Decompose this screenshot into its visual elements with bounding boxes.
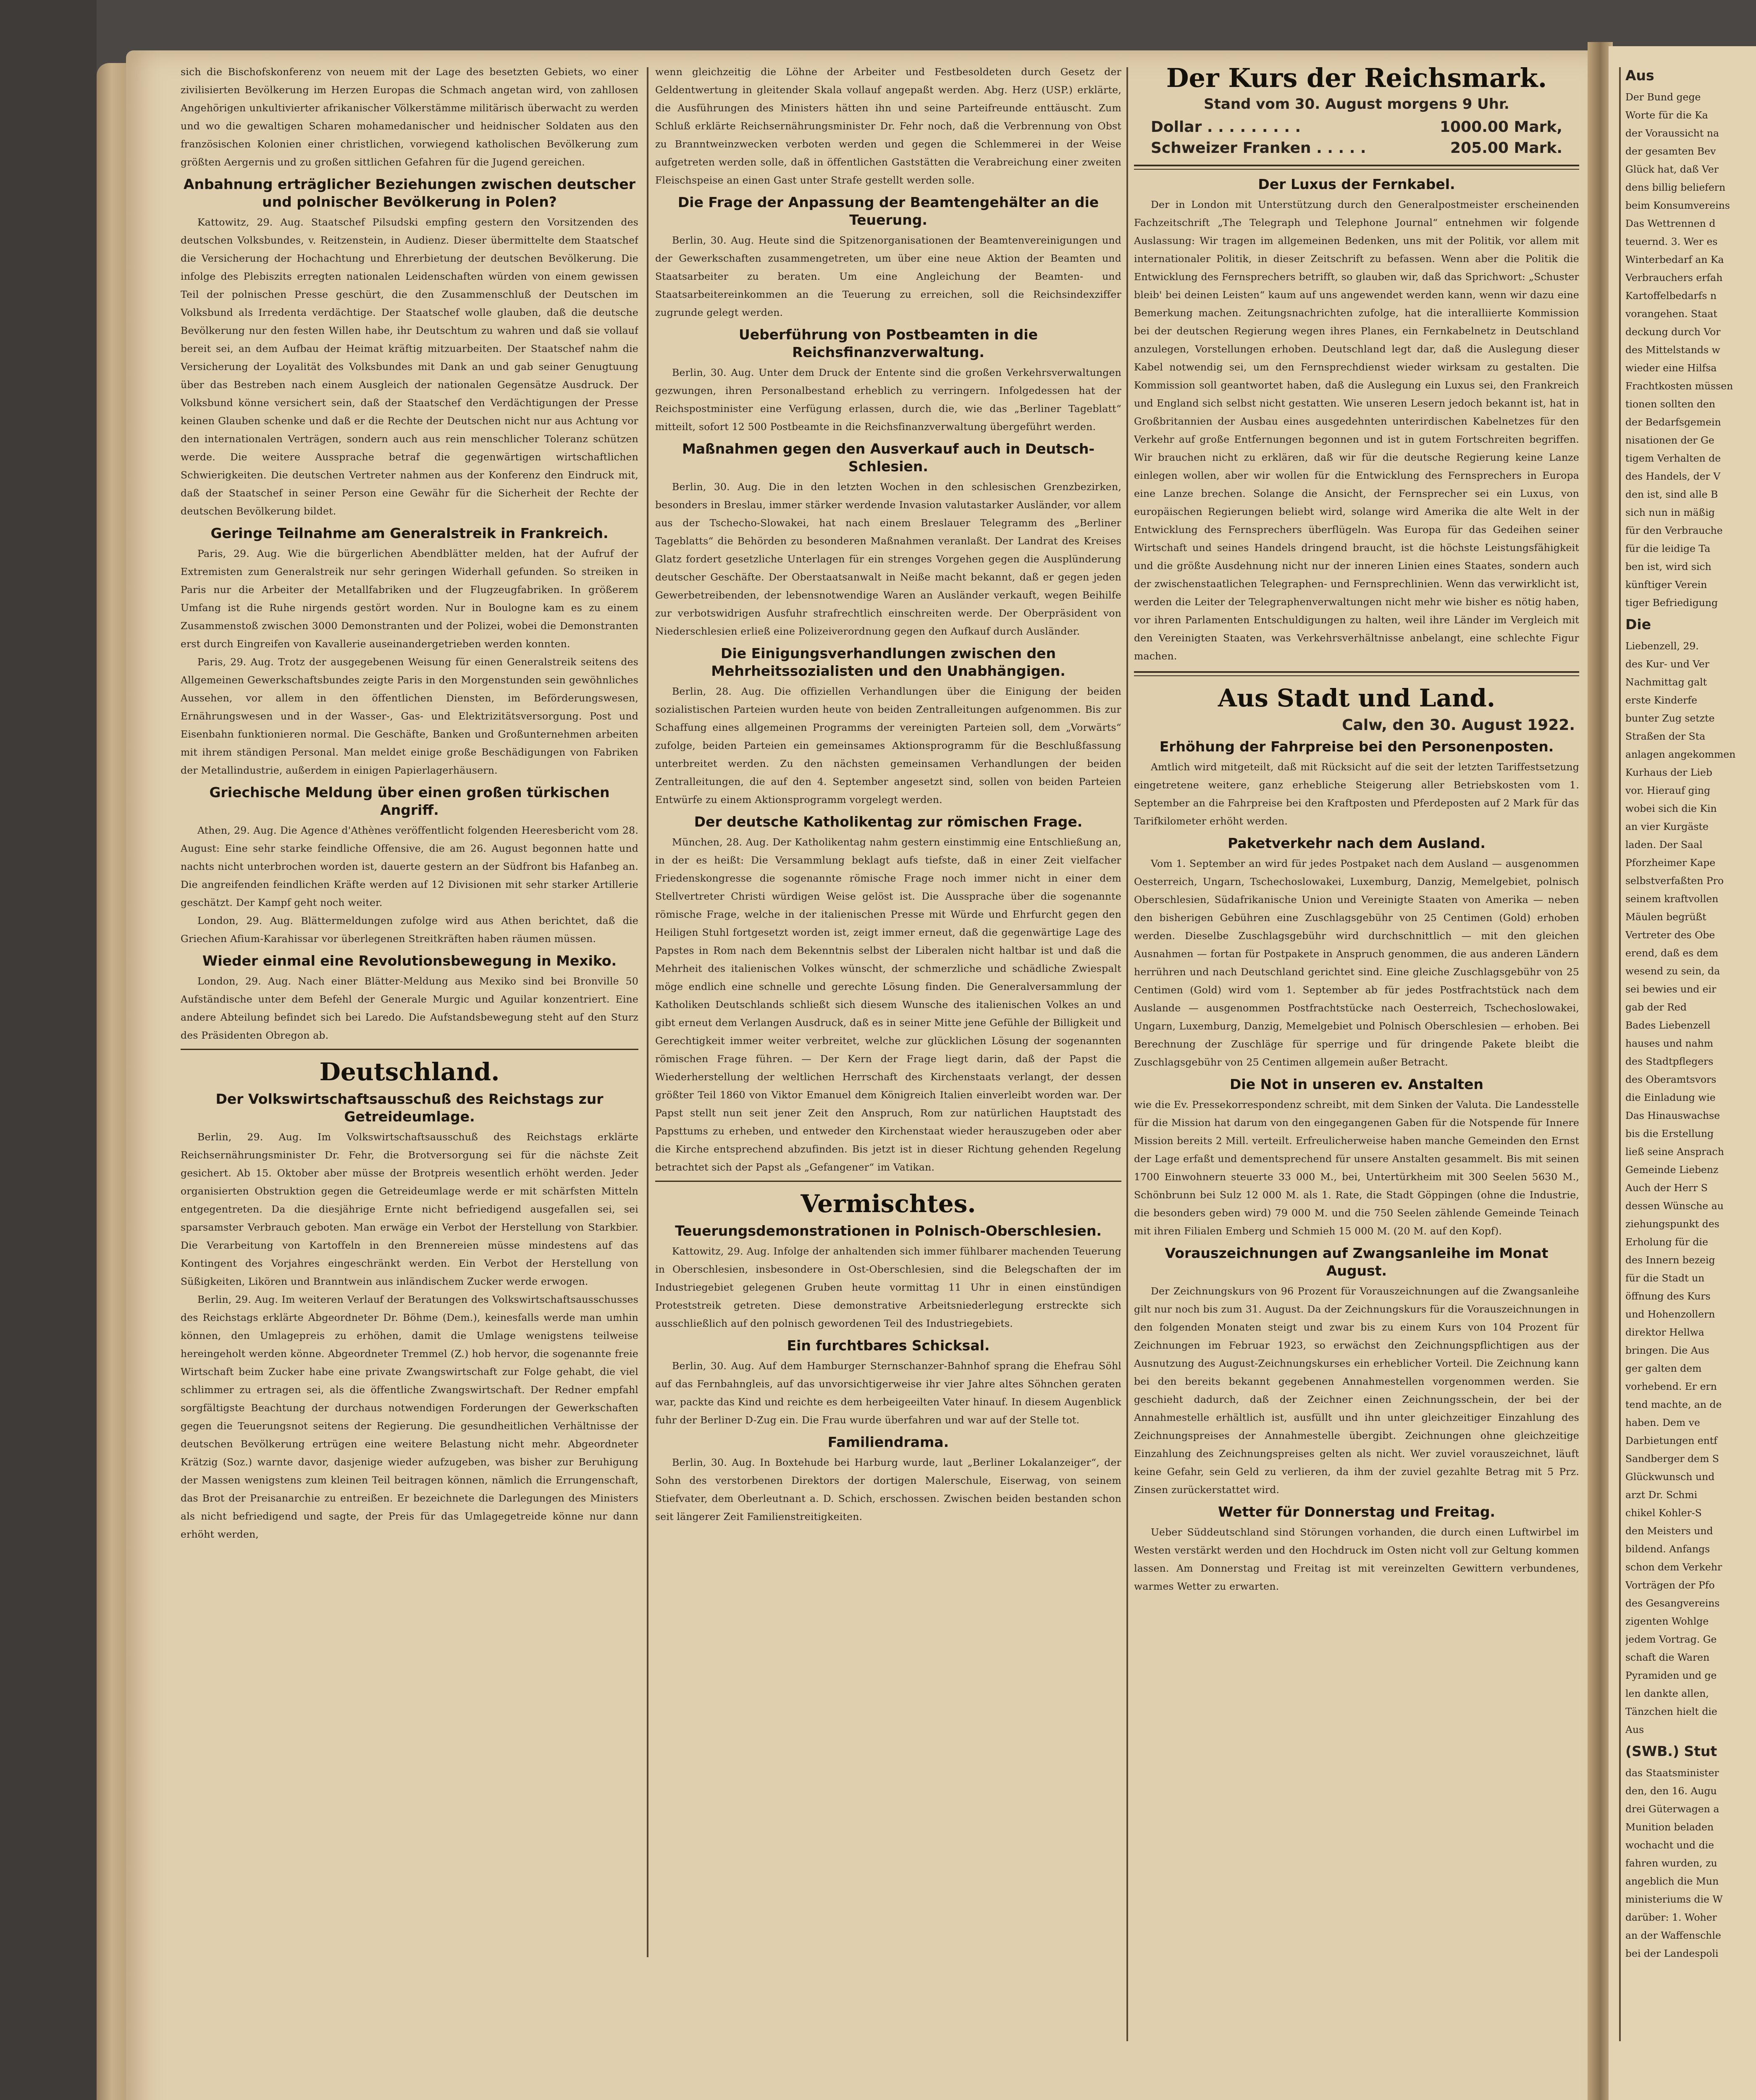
article-text: Vom 1. September an wird für jedes Postpaket nach dem Ausland — ausgenommen Oesterreich, Ungarn, Tschechoslowakei, Luxemburg, Danzig, Memelgebiet, polnisch Oberschlesien, Südafrikanische Union und Vereinigte Staaten von Amerika — neben den bisherigen Gebühren eine Zuschlagsgebühr von 25 Centimen (Gold) erhoben werden. Dieselbe Zuschlagsgebühr wird durchschnittlich — mit den gleichen Ausnahmen — fortan für Postpakete in Anspruch genommen, die aus anderen Ländern herrühren und nach Deutschland gerichtet sind. Eine gleiche Zuschlagsgebühr von 25 Centimen (Gold) wird vom 1. September ab für jedes Postfrachtstück nach dem Auslande — ausgenommen Postfrachtstücke nach Oesterreich, Tschechoslowakei, Ungarn, Luxemburg, Danzig, Memelgebiet und Polnisch Oberschlesien — erhoben. Bei Berechnung der Zuschläge für sperrige und für dringende Pakete bleibt die Zuschlagsgebühr von 25 Centimen allgemein außer Betracht. <box>1134 858 1579 1068</box>
text-line-fragment: gab der Red <box>1625 1001 1687 1013</box>
article-text: Berlin, 30. Aug. In Boxtehude bei Harburg wurde, laut „Berliner Lokalanzeiger“, der Sohn des verstorbenen Direktors der dortigen Malerschule, Eiserwag, von seinem Stiefvater, dem Oberleutnant a. D. Schich, erschossen. Zwischen beiden bestanden schon seit längerer Zeit Familienstreitigkeiten. <box>655 1457 1121 1522</box>
text-line-fragment: dessen Wünsche au <box>1625 1200 1724 1212</box>
text-line-fragment: Straßen der Sta <box>1625 730 1706 742</box>
text-line-fragment: Verbrauchers erfah <box>1625 272 1723 284</box>
text-line-fragment: Munition beladen <box>1625 1821 1714 1833</box>
article-text: wenn gleichzeitig die Löhne der Arbeiter und Festbesoldeten durch Gesetz der Geldentwertung in gleitender Skala vollauf angepaßt werden. Abg. Herz (USP.) erklärte, die Ausführungen des Ministers hätten ihn und seine Parteifreunde enttäuscht. Zum Schluß erklärte Reichsernährungsminister Dr. Fehr noch, daß die Verbrennung von Obst zu Branntweinzwecken verboten werden und gegen die Schlemmerei in der Weise aufgetreten werden solle, daß in öffentlichen Gaststätten die Verabreichung einer zweiten Fleischspeise an einen Gast unter Strafe gestellt werden solle. <box>655 66 1121 186</box>
article-text: Berlin, 30. Aug. Heute sind die Spitzenorganisationen der Beamtenvereinigungen und der Gewerkschaften zusammengetreten, um über eine neue Aktion der Beamten und Staatsarbeiter zu beraten. Um eine Angleichung der Beamten- und Staatsarbeitereinkommen an die Teuerung zu erreichen, soll die Reichsindexziffer zugrunde gelegt werden. <box>655 234 1121 318</box>
article-headline: Der deutsche Katholikentag zur römischen Frage. <box>694 814 1083 830</box>
text-line-fragment: Kurhaus der Lieb <box>1625 766 1712 778</box>
section-title: Aus Stadt und Land. <box>1218 684 1496 712</box>
text-line-fragment: Das Wettrennen d <box>1625 218 1716 229</box>
text-line-fragment: jedem Vortrag. Ge <box>1625 1633 1717 1645</box>
exchange-rate-row <box>1134 138 1579 159</box>
article-headline: Der Volkswirtschaftsausschuß des Reichstags zur Getreideumlage. <box>215 1091 604 1125</box>
section-divider <box>181 1049 638 1050</box>
article-text: Berlin, 30. Aug. Unter dem Druck der Entente sind die großen Verkehrsverwaltungen gezwungen, ihren Personalbestand erheblich zu verringern. Infolgedessen hat der Reichspostminister eine Verfügung erlassen, durch die, wie das „Berliner Tageblatt“ mitteilt, sofort 12 500 Postbeamte in die Reichsfinanzverwaltung übergeführt werden. <box>655 367 1121 433</box>
text-line-fragment: bunter Zug setzte <box>1625 712 1715 724</box>
text-line-fragment: des Handels, der V <box>1625 470 1721 482</box>
text-line-fragment: wieder eine Hilfsa <box>1625 362 1717 374</box>
text-line-fragment: selbstverfaßten Pro <box>1625 875 1724 887</box>
text-line-fragment: teuernd. 3. Wer es <box>1625 236 1718 247</box>
article-text: Amtlich wird mitgeteilt, daß mit Rücksicht auf die seit der letzten Tariffestsetzung eingetretene weitere, ganz erhebliche Steigerung aller Betriebskosten vom 1. September an die Fahrpreise bei den Kraftposten und Pferdeposten auf 2 Mark für das Tarifkilometer erhöht werden. <box>1134 761 1579 827</box>
column-rule <box>647 67 648 1957</box>
article-headline: Paketverkehr nach dem Ausland. <box>1228 835 1486 851</box>
text-line-fragment: wobei sich die Kin <box>1625 803 1717 814</box>
text-line-fragment: hauses und nahm <box>1625 1037 1714 1049</box>
text-line-fragment: Pyramiden und ge <box>1625 1670 1717 1681</box>
text-line-fragment: Tänzchen hielt die <box>1625 1706 1717 1717</box>
text-line-fragment: ben ist, wird sich <box>1625 561 1711 572</box>
text-line-fragment: wesend zu sein, da <box>1625 965 1720 977</box>
article-headline: Die Not in unseren ev. Anstalten <box>1230 1076 1483 1092</box>
section-title: Vermischtes. <box>801 1189 976 1218</box>
text-line-fragment: bis die Erstellung <box>1625 1128 1714 1139</box>
text-line-fragment: öffnung des Kurs <box>1625 1290 1711 1302</box>
text-line-fragment: Nachmittag galt <box>1625 676 1707 688</box>
column-3 <box>1134 63 1579 2083</box>
column-4-cropped <box>1625 63 1751 2071</box>
text-line-fragment: Aus <box>1625 1724 1644 1735</box>
text-line-fragment: des Kur- und Ver <box>1625 658 1710 670</box>
text-line-fragment: Glück hat, daß Ver <box>1625 163 1719 175</box>
text-line-fragment: an vier Kurgäste <box>1625 821 1709 832</box>
section-divider <box>1134 165 1579 170</box>
text-line-fragment: deckung durch Vor <box>1625 326 1721 338</box>
text-line-fragment: den Meisters und <box>1625 1525 1713 1537</box>
text-line-fragment: Bades Liebenzell <box>1625 1019 1711 1031</box>
text-line-fragment: den ist, sind alle B <box>1625 488 1718 500</box>
article-headline: Der Luxus der Fernkabel. <box>1258 176 1455 192</box>
text-line-fragment: das Staatsminister <box>1625 1767 1719 1779</box>
column-2 <box>655 63 1121 1995</box>
text-line-fragment: vorhebend. Er ern <box>1625 1381 1717 1392</box>
currency-value: 1000.00 Mark, <box>1440 118 1562 136</box>
article-headline: Wetter für Donnerstag und Freitag. <box>1218 1504 1496 1520</box>
article-text: Berlin, 28. Aug. Die offiziellen Verhandlungen über die Einigung der beiden sozialistischen Parteien wurden heute von beiden Zentralleitungen aufgenommen. Bis zur Schaffung eines allgemeinen Programms der vereinigten Parteien soll, dem „Vorwärts“ zufolge, beiden Parteien ein gemeinsames Aktionsprogramm für die Beschlußfassung unterbreitet werden. Zu den nächsten gemeinsamen Verhandlungen der beiden Zentralleitungen, die auf den 4. September angesetzt sind, sollen von beiden Parteien Entwürfe zu einem Aktionsprogramm vorgelegt werden. <box>655 685 1121 806</box>
text-line-fragment: darüber: 1. Woher <box>1625 1911 1717 1923</box>
text-line-fragment: wochacht und die <box>1625 1839 1714 1851</box>
text-line-fragment: chikel Kohler-S <box>1625 1507 1702 1519</box>
text-line-fragment: dens billig beliefern <box>1625 181 1726 193</box>
text-line-fragment: und Hohenzollern <box>1625 1308 1715 1320</box>
exchange-rate-box <box>1134 63 1579 159</box>
column-rule <box>1126 67 1128 2041</box>
text-line-fragment: Kartoffelbedarfs n <box>1625 290 1717 302</box>
text-line-fragment: ger galten dem <box>1625 1362 1702 1374</box>
text-line-fragment: seinem kraftvollen <box>1625 893 1719 905</box>
text-line-fragment: der Voraussicht na <box>1625 127 1719 139</box>
text-line-fragment: Der Bund gege <box>1625 91 1701 103</box>
section-divider <box>655 1181 1121 1182</box>
text-line-fragment: schaft die Waren <box>1625 1651 1710 1663</box>
text-line-fragment: Frachtkosten müssen <box>1625 380 1733 392</box>
text-line-fragment: des Innern bezeig <box>1625 1254 1715 1266</box>
article-headline: Griechische Meldung über einen großen türkischen Angriff. <box>209 784 610 818</box>
text-line-fragment: schon dem Verkehr <box>1625 1561 1722 1573</box>
currency-label: Dollar . . . . . . . . . <box>1151 118 1301 136</box>
text-line-fragment: für die leidige Ta <box>1625 543 1711 554</box>
column-rule <box>1619 67 1621 2041</box>
text-line-fragment: des Stadtpflegers <box>1625 1055 1714 1067</box>
article-headline: Vorauszeichnungen auf Zwangsanleihe im Monat August. <box>1165 1245 1549 1279</box>
article-text: London, 29. Aug. Nach einer Blätter-Meldung aus Mexiko sind bei Bronville 50 Aufständische unter dem Befehl der Generale Murgic und Aguilar konzentriert. Eine andere Abteilung befindet sich bei Laredo. Die Aufstandsbewegung steht auf den Sturz des Präsidenten Obregon ab. <box>181 975 638 1041</box>
text-line-fragment: Sandberger dem S <box>1625 1453 1719 1465</box>
article-text: München, 28. Aug. Der Katholikentag nahm gestern einstimmig eine Entschließung an, in der es heißt: Die Versammlung beklagt aufs tiefste, daß in einer Zeit vielfacher Friedenskongresse die sogenannte römische Frage noch immer nicht in einer dem Stellvertreter Christi würdigen Weise gelöst ist. Die Aussprache über die sogenannte römische Frage, welche in der italienischen Presse mit Würde und Ehrfurcht gegen den Heiligen Stuhl fortgesetzt worden ist, zeigt immer erneut, daß die gegenwärtige Lage des Papstes in Rom nach dem Bekenntnis selbst der Liberalen nicht haltbar ist und daß die Mehrheit des italienischen Volkes wünscht, der schmerzliche und schädliche Zwiespalt möge endlich eine schnelle und gerechte Lösung finden. Die Generalversammlung der Katholiken Deutschlands schließt sich diesem Wunsche des italienischen Volkes an und gibt erneut dem Verlangen Ausdruck, daß es in seiner Mitte jene Gefühle der Billigkeit und Gerechtigkeit immer weiter verbreitet, welche zur glücklichen Lösung der sogenannten römischen Frage führen. — Der Kern der Frage liegt darin, daß der Papst die Wiederherstellung der weltlichen Herrschaft des Kirchenstaats verlangt, der dessen größter Teil 1860 von Viktor Emanuel dem Königreich Italien einverleibt worden war. Der Papst stellt nun seit jener Zeit den Anspruch, Rom zur natürlichen Hauptstadt des Papsttums zu erheben, und entweder den Kirchenstaat wieder herauszugeben oder aber die Kirche entsprechend abzufinden. Bis jetzt ist in dieser Richtung gehenden Regelung betrachtet sich der Papst als „Gefangener“ im Vatikan. <box>655 836 1121 1173</box>
text-line-fragment: an der Waffenschle <box>1625 1929 1721 1941</box>
article-headline-fragment: Aus <box>1625 67 1654 84</box>
article-text: Paris, 29. Aug. Trotz der ausgegebenen Weisung für einen Generalstreik seitens des Allgemeinen Gewerkschaftsbundes zeigte Paris in den Morgenstunden sein gewöhnliches Aussehen, vor allem in den öffentlichen Diensten, im Beförderungswesen, Ernährungswesen und in der Wasser-, Gas- und Elektrizitätsversorgung. Post und Eisenbahn funktionieren normal. Die Geschäfte, Banken und Großunternehmen arbeiten mit ihrem ständigen Personal. Man meldet einige große Beschädigungen von Fabriken der Metallindustrie, außerdem in einigen Papierlagerhäusern. <box>181 656 638 776</box>
text-line-fragment: erend, daß es dem <box>1625 947 1719 959</box>
article-text: Paris, 29. Aug. Wie die bürgerlichen Abendblätter melden, hat der Aufruf der Extremisten zum Generalstreik nur sehr geringen Widerhall gefunden. So streiken in Paris nur die Arbeiter der Metallfabriken und der Flugzeugfabriken. In größerem Umfang ist die Ruhe nirgends gestört worden. Nur in Boulogne kam es zu einem Zusammenstoß zwischen 3000 Demonstranten und der Polizei, wobei die Demonstranten erst durch Eingreifen von Kavallerie auseinandergetrieben werden konnten. <box>181 548 638 650</box>
text-line-fragment: drei Güterwagen a <box>1625 1803 1719 1815</box>
article-text: Berlin, 29. Aug. Im weiteren Verlauf der Beratungen des Volkswirtschaftsausschusses des Reichstags erklärte Abgeordneter Dr. Böhme (Dem.), keinesfalls werde man umhin können, den Umlagepreis zu erhöhen, damit die Umlage wenigstens teilweise hereingeholt werden könne. Abgeordneter Tremmel (Z.) hob hervor, die sogenannte freie Wirtschaft beim Zucker habe eine private Zwangswirtschaft zur Folge gehabt, die viel schlimmer zu ertragen sei, als die öffentliche Zwangswirtschaft. Der Redner empfahl sorgfältigste Beachtung der durchaus notwendigen Forderungen der Gewerkschaften gegen die Teuerungsnot seitens der Regierung. Die gesundheitlichen Verhältnisse der deutschen Bevölkerung ertrügen eine weitere Belastung nicht mehr. Abgeordneter Krätzig (Soz.) warnte davor, dasjenige wieder aufzugeben, was bisher zur Beruhigung der Massen wenigstens zum kleinen Teil beitragen können, nämlich die Errungenschaft, das Brot der Preisanarchie zu entreißen. Er bezeichnete die Darlegungen des Ministers als nicht befriedigend und sagte, der Preis für das Umlagegetreide könne nur dann erhöht werden, <box>181 1294 638 1540</box>
text-line-fragment: ließ seine Ansprach <box>1625 1146 1724 1158</box>
text-line-fragment: Winterbedarf an Ka <box>1625 254 1724 265</box>
text-line-fragment: angeblich die Mun <box>1625 1875 1719 1887</box>
section-divider <box>1134 671 1579 676</box>
text-line-fragment: Worte für die Ka <box>1625 109 1708 121</box>
article-headline-fragment: (SWB.) Stut <box>1625 1743 1717 1759</box>
text-line-fragment: für die Stadt un <box>1625 1272 1705 1284</box>
article-headline: Maßnahmen gegen den Ausverkauf auch in Deutsch-Schlesien. <box>682 441 1095 475</box>
text-line-fragment: des Mittelstands w <box>1625 344 1720 356</box>
text-line-fragment: Glückwunsch und <box>1625 1471 1715 1483</box>
text-line-fragment: haben. Dem ve <box>1625 1417 1700 1428</box>
article-text: Berlin, 29. Aug. Im Volkswirtschaftsausschuß des Reichstags erklärte Reichsernährungsminister Dr. Fehr, die Brotversorgung sei für die nächste Zeit gesichert. Ab 15. Oktober aber müsse der Brotpreis wesentlich erhöht werden. Jeder organisierten Obstruktion gegen die Getreideumlage werde er mit schärfsten Mitteln entgegentreten. Da die diesjährige Ernte nicht befriedigend ausgefallen sei, sei sparsamster Verbrauch geboten. Man erwäge ein Verbot der Herstellung von Starkbier. Die Verarbeitung von Kartoffeln in den Brennereien müsse mindestens auf das Kontingent des Vorjahres eingeschränkt werden. Ein Verbot der Herstellung von Süßigkeiten, Likören und Branntwein aus inländischem Zucker werde erwogen. <box>181 1131 638 1287</box>
column-1 <box>181 63 638 2071</box>
article-headline: Ueberführung von Postbeamten in die Reichsfinanzverwaltung. <box>738 326 1038 360</box>
text-line-fragment: Vorträgen der Pfo <box>1625 1579 1715 1591</box>
text-line-fragment: Liebenzell, 29. <box>1625 640 1699 652</box>
article-headline: Familiendrama. <box>827 1434 949 1450</box>
article-headline: Erhöhung der Fahrpreise bei den Personenposten. <box>1159 738 1554 755</box>
exchange-rate-title: Der Kurs der Reichsmark. <box>1166 63 1547 93</box>
text-line-fragment: beim Konsumvereins <box>1625 200 1730 211</box>
article-text: Kattowitz, 29. Aug. Staatschef Pilsudski empfing gestern den Vorsitzenden des deutschen Volksbundes, v. Reitzenstein, in Audienz. Dieser übermittelte dem Staatschef die Versicherung der Hochachtung und Ehrerbietung der deutschen Bevölkerung. Die infolge des Plebiszits erregten nationalen Leidenschaften würden von einem gewissen Teil der polnischen Presse geschürt, die den Zusammenschluß der Deutschen im Volksbund als Irredenta verdächtige. Der Staatschef wolle glauben, daß die deutsche Bevölkerung nur den festen Willen habe, ihr Deutschtum zu wahren und daß sie vollauf bereit sei, an dem Aufbau der Heimat kräftig mitzuarbeiten. Der Staatschef nahm die Versicherung der Loyalität des Volksbundes mit Dank an und gab seiner Genugtuung über das Bestreben nach einem Ausgleich der nationalen Gegensätze Ausdruck. Der Volksbund könne versichert sein, daß der Staatschef den Verdächtigungen der Presse keinen Glauben schenke und daß er die Rechte der Deutschen nicht nur aus Achtung vor den internationalen Verträgen, sondern auch aus rein menschlicher Toleranz schützen werde. Die weitere Aussprache betraf die gegenwärtigen wirtschaftlichen Schwierigkeiten. Die deutschen Vertreter nahmen aus der Konferenz den Eindruck mit, daß der Staatschef in seiner Person eine Gewähr für die Sicherheit der Rechte der deutschen Bevölkerung bildet. <box>181 216 638 517</box>
text-line-fragment: der Bedarfsgemein <box>1625 416 1721 428</box>
text-line-fragment: ministeriums die W <box>1625 1893 1723 1905</box>
text-line-fragment: Das Hinauswachse <box>1625 1110 1720 1121</box>
exchange-rate-timestamp: Stand vom 30. August morgens 9 Uhr. <box>1204 96 1509 113</box>
dateline: Calw, den 30. August 1922. <box>1342 717 1575 734</box>
backdrop <box>0 0 97 2100</box>
article-headline: Geringe Teilnahme am Generalstreik in Frankreich. <box>210 525 609 541</box>
text-line-fragment: len dankte allen, <box>1625 1688 1709 1699</box>
article-text: Athen, 29. Aug. Die Agence d'Athènes veröffentlicht folgenden Heeresbericht vom 28. August: Eine sehr starke feindliche Offensive, die am 26. August begonnen hatte und nachts nicht unterbrochen worden ist, dauerte gestern an der Südfront bis Hafanbeg an. Die angreifenden feindlichen Kräfte werden auf 12 Divisionen mit sehr starker Artillerie geschätzt. Der Kampf geht noch weiter. <box>181 824 638 908</box>
text-line-fragment: anlagen angekommen <box>1625 748 1736 760</box>
text-line-fragment: nisationen der Ge <box>1625 434 1714 446</box>
text-line-fragment: Erholung für die <box>1625 1236 1708 1248</box>
text-line-fragment: sei bewies und eir <box>1625 983 1717 995</box>
article-text: Berlin, 30. Aug. Die in den letzten Wochen in den schlesischen Grenzbezirken, besonders in Breslau, immer stärker werdende Invasion valutastarker Ausländer, vor allem aus der Tschecho-Slowakei, hat nach einem Breslauer Telegramm des „Berliner Tageblatts“ die Behörden zu besonderen Maßnahmen veranlaßt. Der Landrat des Kreises Glatz fordert gesetzliche Unterlagen für ein strenges Vorgehen gegen die Ausplünderung deutscher Geschäfte. Der Oberstaatsanwalt in Neiße macht bekannt, daß er gegen jeden Gewerbetreibenden, der lebensnotwendige Waren an Ausländer verkauft, wegen Beihilfe zur verbotswidrigen Ausfuhr strafrechtlich einschreiten werde. Der Oberpräsident von Niederschlesien erließ eine Polizeiverordnung gegen den Aufkauf durch Ausländer. <box>655 481 1121 637</box>
article-headline: Ein furchtbares Schicksal. <box>787 1337 990 1354</box>
section-title: Deutschland. <box>319 1058 500 1086</box>
text-line-fragment: Gemeinde Liebenz <box>1625 1164 1719 1176</box>
text-line-fragment: Vertreter des Obe <box>1625 929 1715 941</box>
article-headline: Wieder einmal eine Revolutionsbewegung in Mexiko. <box>202 953 617 969</box>
article-text: London, 29. Aug. Blättermeldungen zufolge wird aus Athen berichtet, daß die Griechen Afium-Karahissar vor überlegenen Streitkräften haben räumen müssen. <box>181 915 638 945</box>
text-line-fragment: bei der Landespoli <box>1625 1948 1719 1959</box>
text-line-fragment: ziehungspunkt des <box>1625 1218 1719 1230</box>
article-headline-fragment: Die <box>1625 616 1651 633</box>
article-text: wie die Ev. Pressekorrespondenz schreibt, mit dem Sinken der Valuta. Die Landesstelle für die Mission hat darum von den eingegangenen Gaben für die Notspende für Innere Mission bereits 2 Mill. verteilt. Erfreulicherweise haben manche Gemeinden den Ernst der Lage erfaßt und dementsprechend für unsere Anstalten gesammelt. Bis mit seinen 1700 Einwohnern steuerte 33 000 M., bei, Untertürkheim mit 300 Seelen 5630 M., Schönbrunn bei Sulz 12 000 M. als 1. Rate, die Stadt Göppingen (ohne die Industrie, die besonders geben wird) 79 000 M. und die 750 Seelen zählende Gemeinde Teinach mit ihren Filialen Emberg und Schmieh 15 000 M. (20 M. auf den Kopf). <box>1134 1099 1579 1237</box>
text-line-fragment: bringen. Die Aus <box>1625 1344 1709 1356</box>
article-text: Der in London mit Unterstützung durch den Generalpostmeister erscheinenden Fachzeitschrift „The Telegraph und Telephone Journal“ entnehmen wir folgende Auslassung: Wir tragen im allgemeinen Bedenken, uns mit der Politik, vor allem mit internationaler Politik, in dieser Zeitschrift zu befassen. Wenn aber die Politik die Entwicklung des Fernsprechers betrifft, so glauben wir, daß das Sprichwort: „Schuster bleib' bei deinen Leisten“ kaum auf uns angewendet werden kann, wenn wir dazu eine Bemerkung machen. Zeitungsnachrichten zufolge, hat die interalliierte Kommission bei der deutschen Regierung wegen ihres Planes, ein Fernkabelnetz in Deutschland anzulegen, Vorstellungen erhoben. Deutschland legt dar, daß die Auslegung dieser Kabel notwendig sei, um den Fernsprechdienst wieder wirksam zu gestalten. Die Kommission soll geantwortet haben, daß die Auslegung ein Luxus sei, den Frankreich und England sich selbst nicht gestatten. Wie unseren Lesern jedoch bekannt ist, hat in Großbritannien der Ausbau eines ausgedehnten unterirdischen Kabelnetzes für den Verkehr auf große Entfernungen begonnen und ist in gutem Fortschreiten begriffen. Wir brauchen nicht zu erklären, daß wir für die deutsche Regierung keine Lanze einlegen wollen, aber wir wollen für die Entwicklung des Fernsprechers in Europa eine Lanze brechen. Solange die Ansicht, der Fernsprecher sei ein Luxus, von europäischen Regierungen beliebt wird, solange wird Amerika die alte Welt in der Entwicklung des Fernsprechers überflügeln. Was Europa für das Gedeihen seiner Wirtschaft und seines Handels dringend braucht, ist die höchste Leistungsfähigkeit und die größte Ausdehnung nicht nur der inneren Linien eines Staates, sondern auch der zwischenstaatlichen Telegraphen- und Fernsprechlinien. Wenn das verwirklicht ist, werden die Leiter der Telegraphenverwaltungen nicht mehr wie bisher es nötig haben, vor ihren Parlamenten Entschuldigungen zu halten, weil ihre Länder im Vergleich mit den Vereinigten Staaten, was Verkehrsverhältnisse anbelangt, eine schlechte Figur machen. <box>1134 199 1579 662</box>
text-line-fragment: Darbietungen entf <box>1625 1435 1718 1446</box>
text-line-fragment: Auch der Herr S <box>1625 1182 1708 1194</box>
text-line-fragment: künftiger Verein <box>1625 579 1707 591</box>
article-headline: Teuerungsdemonstrationen in Polnisch-Oberschlesien. <box>675 1223 1102 1239</box>
text-line-fragment: tionen sollten den <box>1625 398 1716 410</box>
currency-label: Schweizer Franken . . . . . <box>1151 139 1366 157</box>
text-line-fragment: arzt Dr. Schmi <box>1625 1489 1698 1501</box>
article-text: sich die Bischofskonferenz von neuem mit der Lage des besetzten Gebiets, wo einer zivilisierten Bevölkerung im Herzen Europas die Schmach angetan wird, von zahllosen Angehörigen unkultivierter afrikanischer Völkerstämme militärisch überwacht zu werden und wo die gewaltigen Scharen mohamedanischer und heidnischer Soldaten aus den französischen Kolonien einer christlichen, vorwiegend katholischen Bevölkerung zum größten Aergernis und zu großen sittlichen Gefahren für die Jugend gereichen. <box>181 66 638 168</box>
text-line-fragment: fahren wurden, zu <box>1625 1857 1717 1869</box>
text-line-fragment: erste Kinderfe <box>1625 694 1698 706</box>
text-line-fragment: der gesamten Bev <box>1625 145 1716 157</box>
text-line-fragment: zigenten Wohlge <box>1625 1615 1709 1627</box>
currency-value: 205.00 Mark. <box>1450 139 1562 157</box>
text-line-fragment: tiger Befriedigung <box>1625 597 1718 609</box>
text-line-fragment: Pforzheimer Kape <box>1625 857 1716 869</box>
text-line-fragment: Mäulen begrüßt <box>1625 911 1706 923</box>
text-line-fragment: des Oberamtsvors <box>1625 1074 1717 1085</box>
text-line-fragment: tigem Verhalten de <box>1625 452 1721 464</box>
text-line-fragment: die Einladung wie <box>1625 1092 1716 1103</box>
article-text: Berlin, 30. Aug. Auf dem Hamburger Sternschanzer-Bahnhof sprang die Ehefrau Söhl auf das Fernbahngleis, auf das unvorsichtigerweise ihr vier Jahre altes Söhnchen geraten war, packte das Kind und reichte es dem herbeigeeilten Vater hinauf. In diesem Augenblick fuhr der Berliner D-Zug ein. Die Frau wurde überfahren und war auf der Stelle tot. <box>655 1360 1121 1426</box>
text-line-fragment: laden. Der Saal <box>1625 839 1703 850</box>
article-text: Kattowitz, 29. Aug. Infolge der anhaltenden sich immer fühlbarer machenden Teuerung in Oberschlesien, insbesondere in Ost-Oberschlesien, sind die Belegschaften der im Industriegebiet gelegenen Gruben heute vormittag 11 Uhr in einen einstündigen Proteststreik getreten. Diese demonstrative Arbeitsniederlegung erstreckte sich ausschließlich auf den polnisch gewordenen Teil des Industriegebiets. <box>655 1245 1121 1329</box>
text-line-fragment: des Gesangvereins <box>1625 1597 1720 1609</box>
text-line-fragment: den, den 16. Augu <box>1625 1785 1717 1797</box>
article-text: Ueber Süddeutschland sind Störungen vorhanden, die durch einen Luftwirbel im Westen verstärkt werden und den Hochdruck im Osten nicht voll zur Geltung kommen lassen. Am Donnerstag und Freitag ist mit vereinzelten Gewittern verbundenes, warmes Wetter zu erwarten. <box>1134 1526 1579 1592</box>
article-headline: Die Einigungsverhandlungen zwischen den Mehrheitssozialisten und den Unabhängigen. <box>711 645 1066 679</box>
text-line-fragment: bildend. Anfangs <box>1625 1543 1710 1555</box>
text-line-fragment: tend machte, an de <box>1625 1399 1722 1410</box>
article-text: Der Zeichnungskurs von 96 Prozent für Vorauszeichnungen auf die Zwangsanleihe gilt nur noch bis zum 31. August. Da der Zeichnungskurs für die Vorauszeichnungen in den folgenden Monaten steigt und zwar bis zu einem Kurs von 104 Prozent für Zeichnungen im Februar 1923, so erwächst den Zeichnungspflichtigen aus der Ausnutzung des August-Zeichnungskurses ein erheblicher Vorteil. Die Zeichnung kann bei den bereits bekannt gegebenen Annahmestellen vorgenommen werden. Sie geschieht dadurch, daß der Zeichner einen Zeichnungsschein, der bei der Annahmestelle erhältlich ist, ausfüllt und ihn unter gleichzeitiger Einzahlung des Zeichnungspreises der Annahmestelle übergibt. Zeichnungen ohne gleichzeitige Einzahlung des Zeichnungspreises gelten als nicht. Wer zuviel vorauszeichnet, läuft keine Gefahr, sein Geld zu verlieren, da ihm der zuviel gezahlte Betrag mit 5 Prz. Zinsen zurückerstattet wird. <box>1134 1285 1579 1496</box>
text-line-fragment: vor. Hierauf ging <box>1625 785 1711 796</box>
article-headline: Anbahnung erträglicher Beziehungen zwischen deutscher und polnischer Bevölkerung in Polen? <box>183 176 635 210</box>
article-headline: Die Frage der Anpassung der Beamtengehälter an die Teuerung. <box>677 194 1099 228</box>
text-line-fragment: direktor Hellwa <box>1625 1326 1704 1338</box>
text-line-fragment: für den Verbrauche <box>1625 525 1723 536</box>
text-line-fragment: sich nun in mäßig <box>1625 507 1715 518</box>
exchange-rate-row <box>1134 117 1579 138</box>
text-line-fragment: vorangehen. Staat <box>1625 308 1717 320</box>
